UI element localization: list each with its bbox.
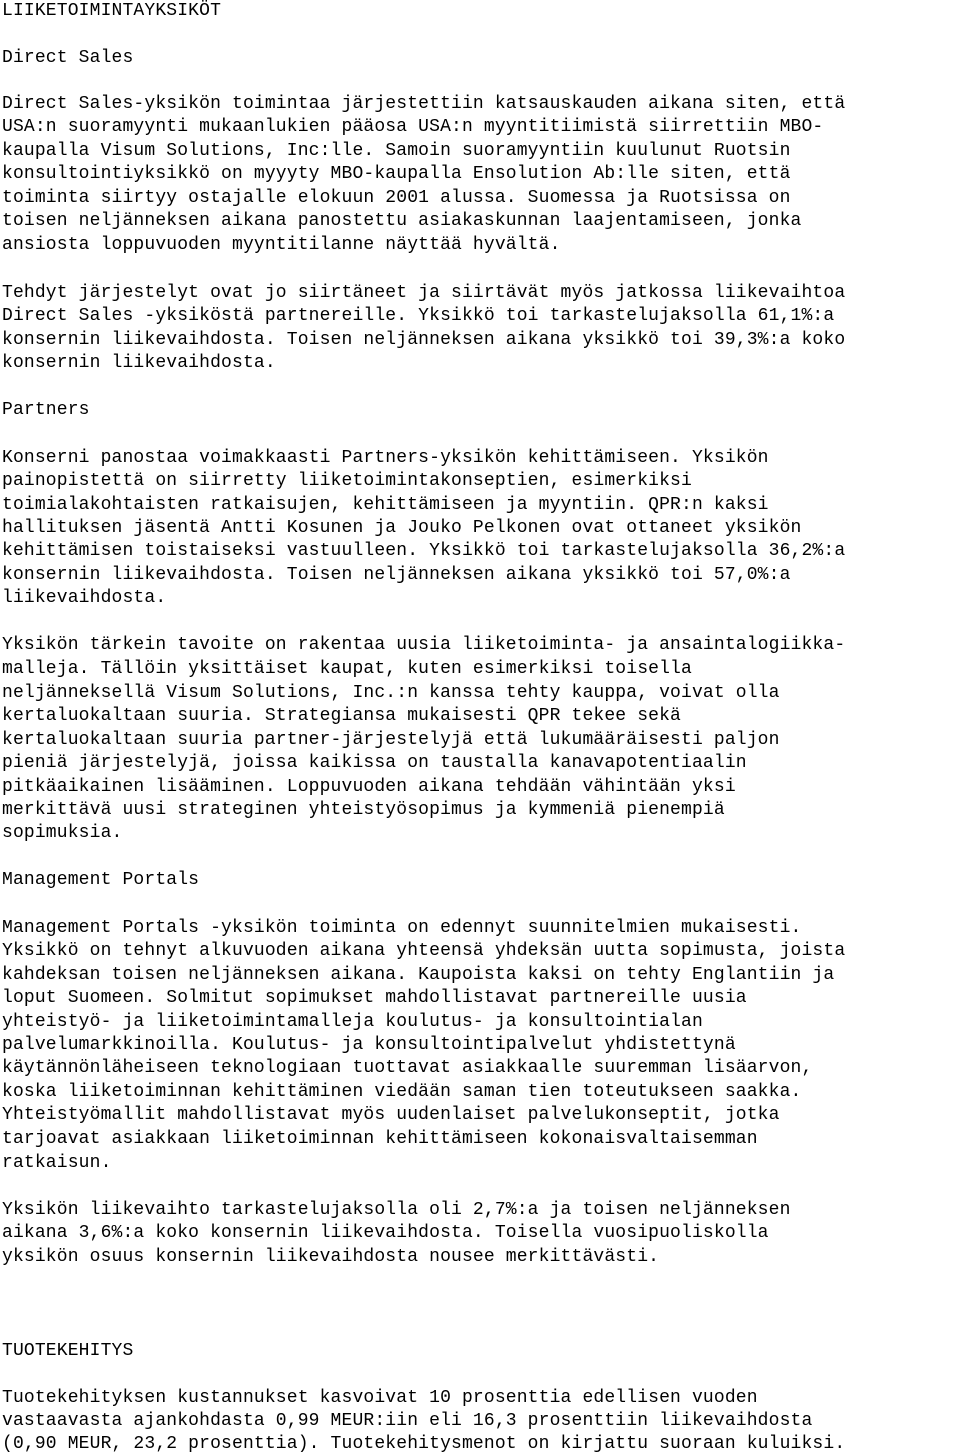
paragraph-line: yhteistyö- ja liiketoimintamalleja koulutus- ja konsultointialan [2, 1012, 703, 1032]
paragraph-line: koska liiketoiminnan kehittäminen viedään saman tien toteutukseen saakka. [2, 1082, 802, 1102]
paragraph-line: aikana 3,6%:a koko konsernin liikevaihdosta. Toisella vuosipuoliskolla [2, 1223, 769, 1243]
paragraph-line: ratkaisun. [2, 1153, 112, 1173]
paragraph-line: toimialakohtaisten ratkaisujen, kehittämiseen ja myyntiin. QPR:n kaksi [2, 495, 769, 515]
paragraph-line: hallituksen jäsentä Antti Kosunen ja Jouko Pelkonen ovat ottaneet yksikön [2, 518, 802, 538]
paragraph-line: konsultointiyksikkö on myyyty MBO-kaupalla Ensolution Ab:lle siten, että [2, 164, 791, 184]
paragraph-line: pitkäaikainen lisääminen. Loppuvuoden aikana tehdään vähintään yksi [2, 777, 736, 797]
paragraph-line: Direct Sales -yksiköstä partnereille. Yksikkö toi tarkastelujaksolla 61,1%:a [2, 306, 835, 326]
paragraph-line: pieniä järjestelyjä, joissa kaikissa on taustalla kanavapotentiaalin [2, 753, 747, 773]
paragraph-line: Yhteistyömallit mahdollistavat myös uudenlaiset palvelukonseptit, jotka [2, 1105, 780, 1125]
paragraph-line: toiminta siirtyy ostajalle elokuun 2001 alussa. Suomessa ja Ruotsissa on [2, 188, 791, 208]
paragraph-line: toisen neljänneksen aikana panostettu asiakaskunnan laajentamiseen, jonka [2, 211, 802, 231]
paragraph-line: Yksikkö on tehnyt alkuvuoden aikana yhteensä yhdeksän uutta sopimusta, joista [2, 941, 846, 961]
paragraph-line: palvelumarkkinoilla. Koulutus- ja konsultointipalvelut yhdistettynä [2, 1035, 736, 1055]
paragraph-line: tarjoavat asiakkaan liiketoiminnan kehittämiseen kokonaisvaltaisemman [2, 1129, 758, 1149]
paragraph-line: konsernin liikevaihdosta. Toisen neljänneksen aikana yksikkö toi 57,0%:a [2, 565, 791, 585]
paragraph-line: kahdeksan toisen neljänneksen aikana. Kaupoista kaksi on tehty Englantiin ja [2, 965, 835, 985]
paragraph-line: Management Portals -yksikön toiminta on edennyt suunnitelmien mukaisesti. [2, 918, 802, 938]
paragraph-line: malleja. Tällöin yksittäiset kaupat, kuten esimerkiksi toisella [2, 659, 692, 679]
paragraph-line: Konserni panostaa voimakkaasti Partners-yksikön kehittämiseen. Yksikön [2, 448, 769, 468]
paragraph-line: Tehdyt järjestelyt ovat jo siirtäneet ja siirtävät myös jatkossa liikevaihtoa [2, 283, 846, 303]
paragraph-line: käytännönläheiseen teknologiaan tuottavat asiakkaalle suuremman lisäarvon, [2, 1058, 813, 1078]
paragraph-line: (0,90 MEUR, 23,2 prosenttia). Tuotekehitysmenot on kirjattu suoraan kuluiksi. [2, 1434, 846, 1454]
paragraph-line: kaupalla Visum Solutions, Inc:lle. Samoin suoramyyntiin kuulunut Ruotsin [2, 141, 791, 161]
paragraph-line: vastaavasta ajankohdasta 0,99 MEUR:iin eli 16,3 prosenttiin liikevaihdosta [2, 1411, 813, 1431]
section-heading-tuotekehitys: TUOTEKEHITYS [2, 1341, 134, 1361]
subsection-heading-management-portals: Management Portals [2, 870, 200, 890]
paragraph-line: Yksikön liikevaihto tarkastelujaksolla oli 2,7%:a ja toisen neljänneksen [2, 1200, 791, 1220]
paragraph-line: konsernin liikevaihdosta. Toisen neljänneksen aikana yksikkö toi 39,3%:a koko [2, 330, 846, 350]
paragraph-line: Direct Sales-yksikön toimintaa järjestettiin katsauskauden aikana siten, että [2, 94, 846, 114]
paragraph-line: neljänneksellä Visum Solutions, Inc.:n kanssa tehty kauppa, voivat olla [2, 683, 780, 703]
paragraph-line: kertaluokaltaan suuria partner-järjestelyjä että lukumääräisesti paljon [2, 730, 780, 750]
paragraph-line: ansiosta loppuvuoden myyntitilanne näyttää hyvältä. [2, 235, 561, 255]
paragraph-line: Tuotekehityksen kustannukset kasvoivat 10 prosenttia edellisen vuoden [2, 1388, 758, 1408]
paragraph-line: USA:n suoramyynti mukaanlukien pääosa USA:n myyntitiimistä siirrettiin MBO- [2, 117, 824, 137]
paragraph-line: yksikön osuus konsernin liikevaihdosta nousee merkittävästi. [2, 1247, 660, 1267]
paragraph-line: kehittämisen toistaiseksi vastuulleen. Yksikkö toi tarkastelujaksolla 36,2%:a [2, 541, 846, 561]
paragraph-line: loput Suomeen. Solmitut sopimukset mahdollistavat partnereille uusia [2, 988, 747, 1008]
subsection-heading-direct-sales: Direct Sales [2, 48, 134, 68]
paragraph-line: merkittävä uusi strateginen yhteistyösopimus ja kymmeniä pienempiä [2, 800, 725, 820]
paragraph-line: liikevaihdosta. [2, 588, 167, 608]
paragraph-line: Yksikön tärkein tavoite on rakentaa uusia liiketoiminta- ja ansaintalogiikka- [2, 635, 846, 655]
paragraph-line: sopimuksia. [2, 823, 123, 843]
subsection-heading-partners: Partners [2, 400, 90, 420]
paragraph-line: painopistettä on siirretty liiketoimintakonseptien, esimerkiksi [2, 471, 692, 491]
paragraph-line: konsernin liikevaihdosta. [2, 353, 276, 373]
paragraph-line: kertaluokaltaan suuria. Strategiansa mukaisesti QPR tekee sekä [2, 706, 682, 726]
section-heading-liiketoimintayksikot: LIIKETOIMINTAYKSIKÖT [2, 1, 222, 21]
